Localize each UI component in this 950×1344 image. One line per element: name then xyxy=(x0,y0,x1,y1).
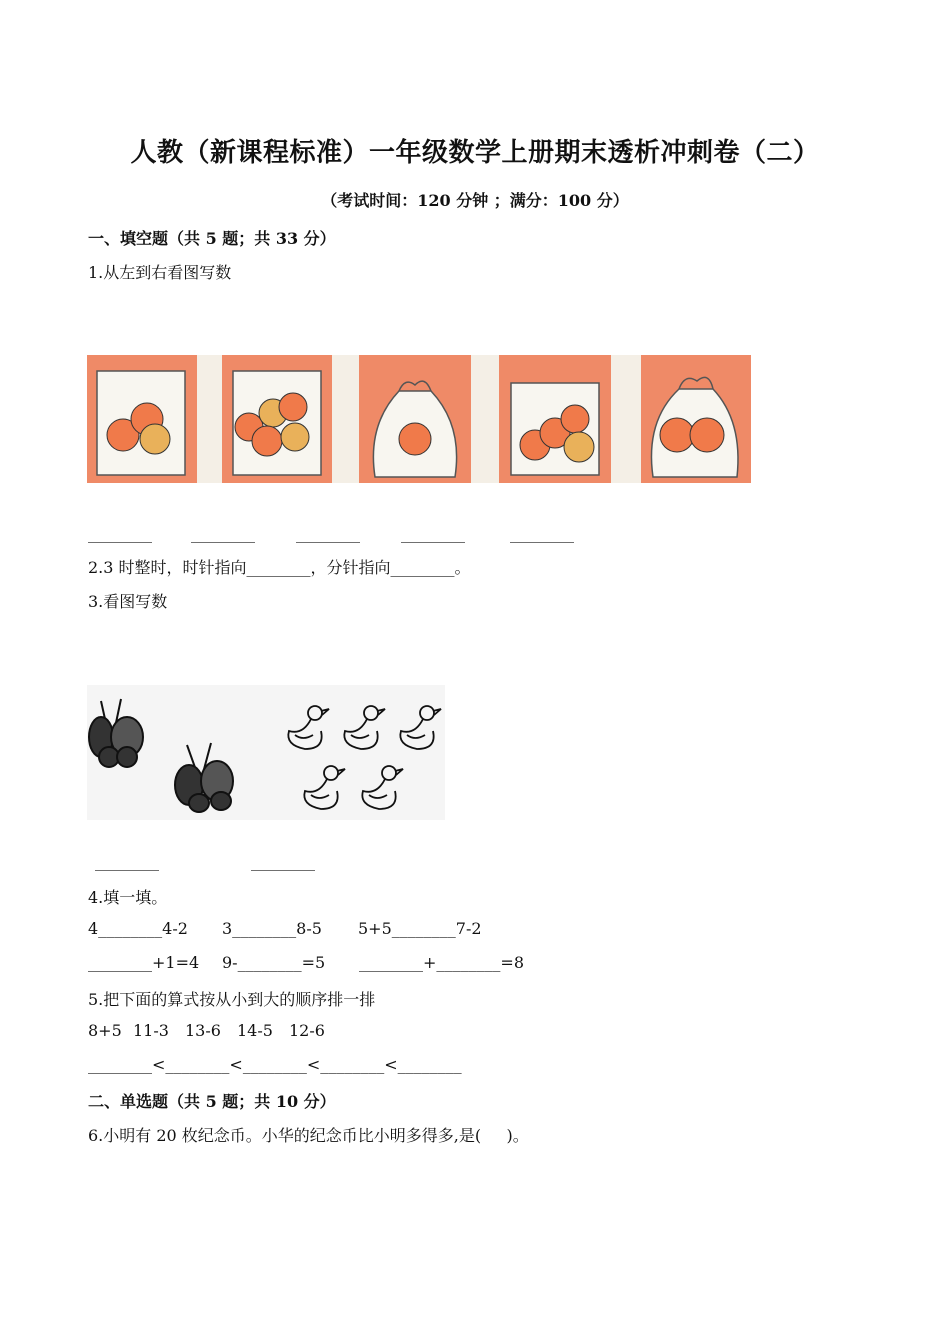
butterflies-ducks-image xyxy=(87,685,445,820)
peach-bag-2 xyxy=(222,355,332,483)
q4-item-4[interactable]: ________+1=4 xyxy=(88,953,200,972)
q4-item-3[interactable]: 5+5________7-2 xyxy=(358,919,482,938)
exam-subtitle: （考试时间：120 分钟 ；满分：100 分） xyxy=(321,191,629,210)
q5-expr-5: 12-6 xyxy=(289,1021,325,1040)
question-1-text: 1.从左到右看图写数 xyxy=(88,263,232,282)
q1-blank-3[interactable]: ________ xyxy=(296,524,360,543)
peach-bag-4 xyxy=(499,355,611,483)
peach-bag-1 xyxy=(87,355,197,483)
q5-expr-4: 14-5 xyxy=(237,1021,273,1040)
question-2-text: 2.3 时整时，时针指向________，分针指向________。 xyxy=(88,558,471,577)
page-title: 人教（新课程标准）一年级数学上册期末透析冲刺卷（二） xyxy=(130,138,820,168)
q1-blank-1[interactable]: ________ xyxy=(88,524,152,543)
q5-expr-2: 11-3 xyxy=(133,1021,169,1040)
section-1-heading: 一、填空题（共 5 题；共 33 分） xyxy=(88,229,336,248)
q3-blank-1[interactable]: ________ xyxy=(95,852,159,871)
q5-order-line[interactable]: ________<________<________<________<________ xyxy=(88,1055,462,1074)
peach-bags-image xyxy=(87,355,751,483)
q5-expr-3: 13-6 xyxy=(185,1021,221,1040)
q3-blank-2[interactable]: ________ xyxy=(251,852,315,871)
peach-bag-3 xyxy=(359,355,471,483)
question-6-text: 6.小明有 20 枚纪念币。小华的纪念币比小明多得多,是( )。 xyxy=(88,1126,529,1145)
q4-item-1[interactable]: 4________4-2 xyxy=(88,919,188,938)
q5-expr-1: 8+5 xyxy=(88,1021,122,1040)
q4-item-2[interactable]: 3________8-5 xyxy=(222,919,322,938)
q4-item-6[interactable]: ________+________=8 xyxy=(359,953,524,972)
question-5-text: 5.把下面的算式按从小到大的顺序排一排 xyxy=(88,990,376,1009)
question-4-text: 4.填一填。 xyxy=(88,888,168,907)
question-3-text: 3.看图写数 xyxy=(88,592,168,611)
q1-blank-5[interactable]: ________ xyxy=(510,524,574,543)
q4-item-5[interactable]: 9-________=5 xyxy=(222,953,326,972)
q1-blank-4[interactable]: ________ xyxy=(401,524,465,543)
section-2-heading: 二、单选题（共 5 题；共 10 分） xyxy=(88,1092,336,1111)
q1-blank-2[interactable]: ________ xyxy=(191,524,255,543)
peach-bag-5 xyxy=(641,355,751,483)
